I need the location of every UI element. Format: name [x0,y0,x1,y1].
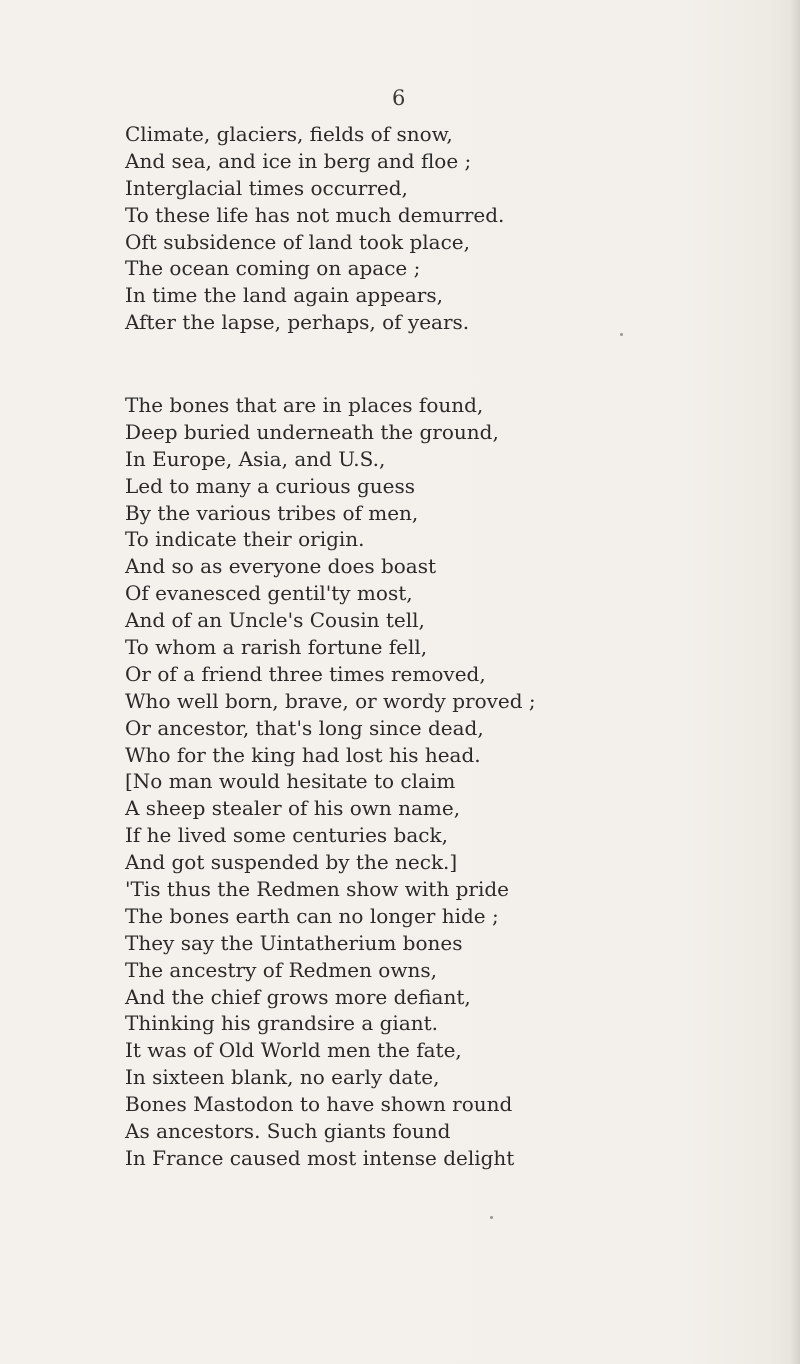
poem-line: Climate, glaciers, fields of snow, [125,122,453,146]
paper-speck [620,333,623,336]
poem-line: And of an Uncle's Cousin tell, [125,608,425,633]
poem-line: The ocean coming on apace ; [125,256,421,281]
poem-line: In sixteen blank, no early date, [125,1065,440,1090]
poem-line: Oft subsidence of land took place, [125,229,470,254]
poem-line: And the chief grows more defiant, [125,984,471,1009]
poem-stanza-2 [125,392,536,1172]
poem-line: Or of a friend three times removed, [125,661,486,686]
page-number: 6 [392,86,406,110]
poem-line: And sea, and ice in berg and floe ; [125,148,472,173]
poem-line: In time the land again appears, [125,283,443,308]
poem-line: By the various tribes of men, [125,500,419,525]
poem-line: [No man would hesitate to claim [125,769,456,794]
poem-line: To indicate their origin. [125,527,365,552]
poem-line: To these life has not much demurred. [125,202,505,227]
poem-line: Interglacial times occurred, [125,175,408,200]
poem-line: Who for the king had lost his head. [125,742,481,767]
poem-line: And got suspended by the neck.] [125,850,458,875]
page-edge-shadow [790,0,800,1364]
poem-line: 'Tis thus the Redmen show with pride [125,877,509,902]
poem-line: And so as everyone does boast [125,554,437,579]
poem-line: As ancestors. Such giants found [125,1119,451,1144]
poem-line: Who well born, brave, or wordy proved ; [125,688,536,713]
poem-stanza-1 [125,121,504,336]
poem-line: Thinking his grandsire a giant. [125,1011,439,1036]
poem-line: Of evanesced gentil'ty most, [125,581,413,606]
poem-line: Deep buried underneath the ground, [125,419,499,444]
poem-line: The bones that are in places found, [125,393,484,417]
poem-line: Bones Mastodon to have shown round [125,1092,513,1117]
poem-line: They say the Uintatherium bones [125,930,463,955]
poem-line: In Europe, Asia, and U.S., [125,446,386,471]
paper-speck [490,1216,493,1219]
poem-line: Led to many a curious guess [125,473,416,498]
poem-line: In France caused most intense delight [125,1145,515,1170]
poem-line: It was of Old World men the fate, [125,1038,462,1063]
poem-line: The bones earth can no longer hide ; [125,903,499,928]
poem-line: Or ancestor, that's long since dead, [125,715,484,740]
poem-line: After the lapse, perhaps, of years. [125,310,470,335]
poem-line: To whom a rarish fortune fell, [125,635,428,660]
poem-line: The ancestry of Redmen owns, [125,957,437,982]
poem-line: A sheep stealer of his own name, [125,796,461,821]
poem-line: If he lived some centuries back, [125,823,448,848]
